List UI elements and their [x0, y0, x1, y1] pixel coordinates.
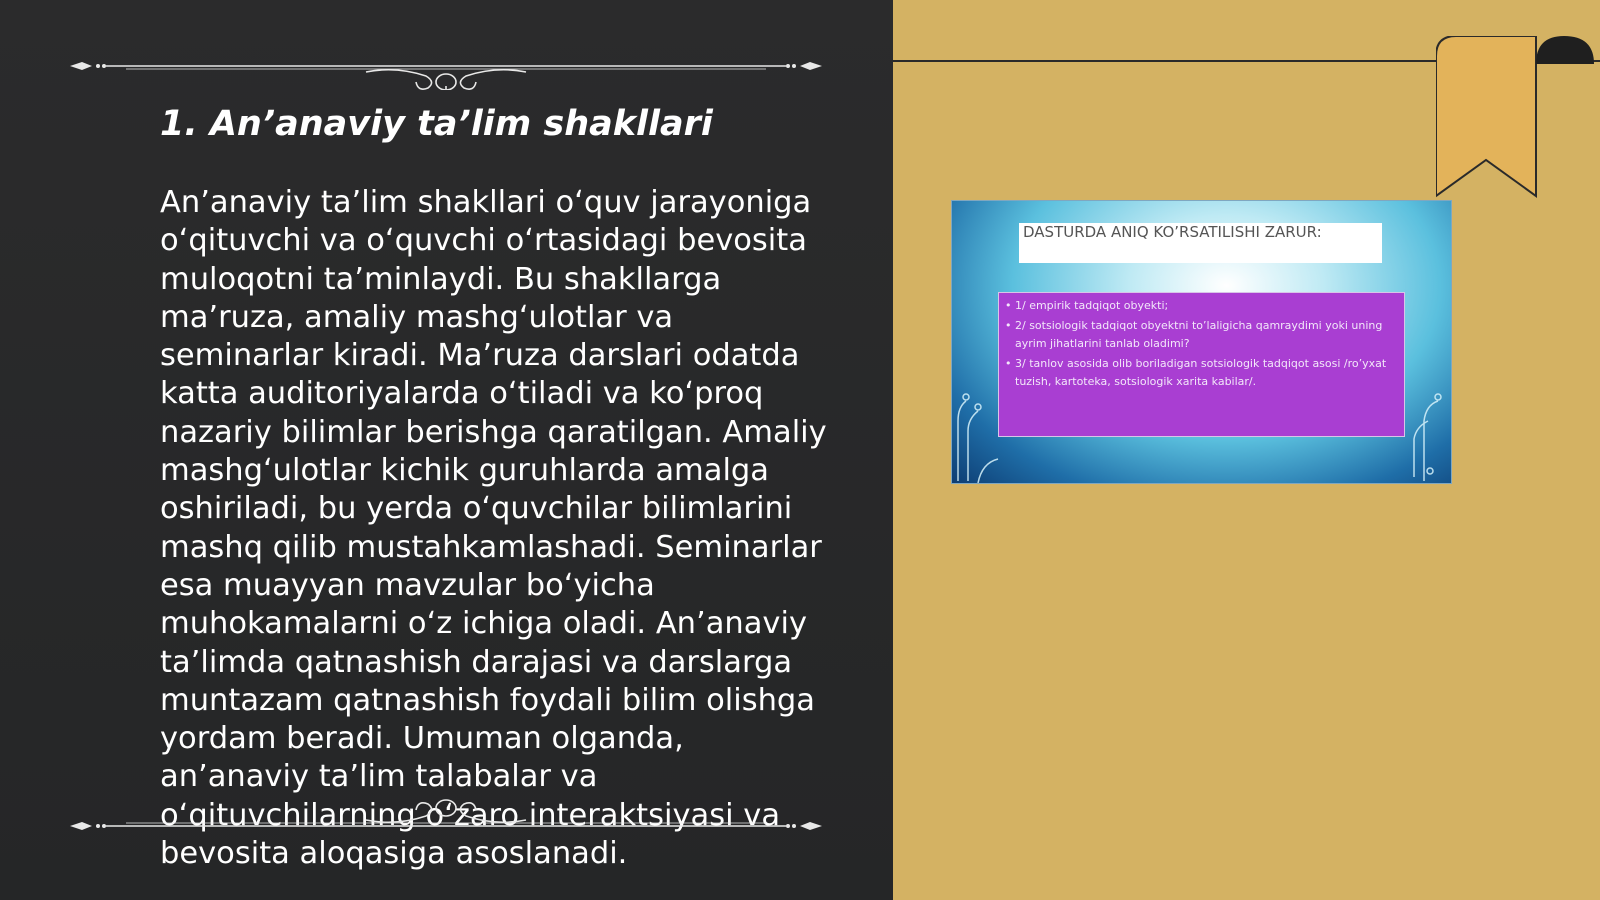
bookmark-ribbon-icon — [1436, 36, 1600, 200]
list-item: • 2/ sotsiologik tadqiqot obyektni to’laligicha qamraydimi yoki uning ayrim jihatlarini tanlab oladimi? — [1005, 317, 1398, 353]
bottom-ornament-divider — [66, 788, 826, 832]
list-item: • 3/ tanlov asosida olib boriladigan sotsiologik tadqiqot asosi /ro’yxat tuzish, kartoteka, sotsiologik xarita kabilar/. — [1005, 355, 1398, 391]
slide-body-text: An’anaviy ta’lim shakllari o‘quv jarayoniga o‘qituvchi va o‘quvchi o‘rtasidagi bevosita muloqotni ta’minlaydi. Bu shakllarga ma’ruza, amaliy mashg‘ulotlar va seminarlar kiradi. Ma’ruza darslari odatda katta auditoriyalarda o‘tiladi va ko‘proq nazariy bilimlar berishga qaratilgan. Amaliy mashg‘ulotlar kichik guruhlarda amalga oshiriladi, bu yerda o‘quvchilar bilimlarini mashq qilib mustahkamlashadi. Seminarlar esa muayyan mavzular bo‘yicha muhokamalarni o‘z ichiga oladi. An’anaviy ta’limda qatnashish darajasi va darslarga muntazam qatnashish foydali bilim olishga yordam beradi. Umuman olganda, an’anaviy ta’lim talabalar va o‘qituvchilarning o‘zaro interaktsiyasi va bevosita aloqasiga asoslanadi. — [160, 185, 827, 872]
thumbnail-heading: DASTURDA ANIQ KO’RSATILISHI ZARUR: — [1019, 223, 1382, 263]
slide-title: 1. An’anaviy ta’lim shakllari — [160, 104, 713, 144]
thumbnail-content-box — [998, 292, 1405, 437]
embedded-slide-thumbnail — [951, 200, 1452, 484]
thumbnail-bullet-list — [1005, 297, 1398, 391]
list-item: • 1/ empirik tadqiqot obyekti; — [1005, 297, 1398, 315]
top-ornament-divider — [66, 46, 826, 90]
